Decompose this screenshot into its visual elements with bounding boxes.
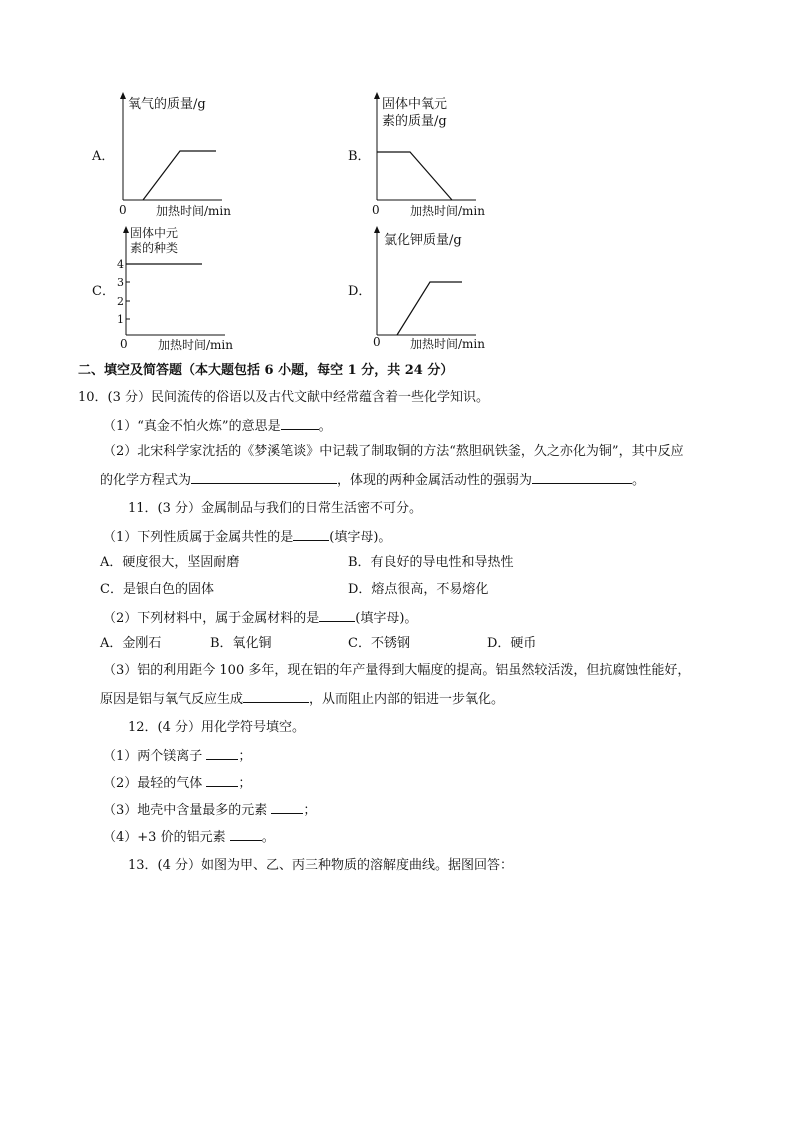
q10-part2-line1: （2）北宋科学家沈括的《梦溪笔谈》中记载了制取铜的方法“熬胆矾铁釜，久之亦化为铜”，其中反应 <box>103 444 684 459</box>
answer-blank[interactable] <box>206 773 238 787</box>
q12-item-end: ； <box>303 803 317 818</box>
q12-item-end: ； <box>238 749 252 764</box>
q11-part2 <box>103 608 417 628</box>
q12-item-text: （1）两个镁离子 <box>103 749 207 764</box>
q11-p1-option-b: B．有良好的导电性和导热性 <box>348 555 514 570</box>
q10-part2-text-c: 。 <box>632 473 646 488</box>
origin-label: 0 <box>372 203 380 217</box>
q10-stem: 10．(3 分）民间流传的俗语以及古代文献中经常蕴含着一些化学知识。 <box>78 390 490 405</box>
x-axis-label: 加热时间/min <box>410 337 485 351</box>
option-a-letter: A． <box>92 149 115 164</box>
q12-item-text: （3）地壳中含量最多的元素 <box>103 803 272 818</box>
y-tick-label: 2 <box>117 295 124 308</box>
answer-blank[interactable] <box>281 416 319 430</box>
y-axis-label: 氯化钾质量/g <box>384 233 462 248</box>
y-axis-label-line1: 固体中氧元 <box>382 97 448 112</box>
activity-blank[interactable] <box>532 470 632 484</box>
origin-label: 0 <box>119 203 127 217</box>
graph-c-element-types <box>110 224 250 352</box>
q11-part3-line1: （3）铝的利用距今 100 多年，现在铝的年产量得到大幅度的提高。铝虽然较活泼，但抗腐蚀性能好， <box>103 663 691 678</box>
q11-p1-option-c: C．是银白色的固体 <box>100 582 214 597</box>
q10-part1 <box>103 416 332 436</box>
curve <box>377 152 452 200</box>
graph-d-kcl-mass <box>364 224 504 352</box>
y-axis-arrow <box>374 92 380 99</box>
answer-blank[interactable] <box>293 527 329 541</box>
y-tick-label: 1 <box>117 313 124 326</box>
q10-part1-text: （1）“真金不怕火炼”的意思是 <box>103 419 281 434</box>
q10-part2-line2 <box>100 470 645 490</box>
curve <box>143 151 216 200</box>
y-axis-arrow <box>120 92 126 99</box>
option-d-letter: D． <box>348 284 372 299</box>
q12-item <box>103 800 316 820</box>
q11-part3-end: ，从而阻止内部的铝进一步氧化。 <box>309 692 505 707</box>
option-b-letter: B． <box>348 149 371 164</box>
q11-p1-option-a: A．硬度很大，坚固耐磨 <box>100 555 240 570</box>
y-axis-label-line2: 素的质量/g <box>382 114 447 129</box>
q11-p2-option-c: C．不锈钢 <box>348 636 410 651</box>
x-axis-label: 加热时间/min <box>156 204 231 218</box>
q11-p2-option-d: D．硬币 <box>487 636 537 651</box>
answer-blank[interactable] <box>271 800 303 814</box>
origin-label: 0 <box>120 337 128 351</box>
q12-item <box>103 827 275 847</box>
option-c-letter: C． <box>92 284 115 299</box>
curve <box>397 282 462 335</box>
q11-part1-end: (填字母)。 <box>329 530 392 545</box>
section-title: 二、填空及简答题（本大题包括 6 小题，每空 1 分，共 24 分） <box>78 363 454 378</box>
y-axis-label-line2: 素的种类 <box>130 241 179 255</box>
q10-part2-text-a: 的化学方程式为 <box>100 473 192 488</box>
answer-blank[interactable] <box>206 746 238 760</box>
q11-p1-option-d: D．熔点很高，不易熔化 <box>348 582 489 597</box>
answer-blank[interactable] <box>243 689 309 703</box>
y-axis-label: 氧气的质量/g <box>128 97 206 112</box>
q11-part3-line2 <box>100 689 504 709</box>
q10-part1-end: 。 <box>318 419 332 434</box>
y-axis-arrow <box>374 226 380 233</box>
q10-part2-text-b: ，体现的两种金属活动性的强弱为 <box>337 473 533 488</box>
q13-stem: 13．(4 分）如图为甲、乙、丙三种物质的溶解度曲线。据图回答： <box>128 858 514 873</box>
q12-item-text: （4）+3 价的铝元素 <box>103 830 230 845</box>
q12-item-end: 。 <box>261 830 275 845</box>
q12-stem: 12．(4 分）用化学符号填空。 <box>128 720 306 735</box>
q11-part2-text: （2）下列材料中，属于金属材料的是 <box>103 611 320 626</box>
q11-part3-text: 原因是铝与氧气反应生成 <box>100 692 244 707</box>
y-tick-label: 4 <box>117 258 124 271</box>
q12-item <box>103 773 251 793</box>
q11-part2-end: (填字母)。 <box>355 611 418 626</box>
q12-item-end: ； <box>238 776 252 791</box>
graph-a-oxygen-mass <box>110 90 250 220</box>
answer-blank[interactable] <box>319 608 355 622</box>
graph-b-solid-oxygen-mass <box>364 90 504 220</box>
q11-stem: 11．(3 分）金属制品与我们的日常生活密不可分。 <box>128 501 423 516</box>
answer-blank[interactable] <box>230 827 262 841</box>
q11-part1-text: （1）下列性质属于金属共性的是 <box>103 530 294 545</box>
q11-p2-option-a: A．金刚石 <box>100 636 162 651</box>
q11-part1 <box>103 527 391 547</box>
y-tick-label: 3 <box>117 276 124 289</box>
x-axis-label: 加热时间/min <box>410 204 485 218</box>
y-axis-arrow <box>123 226 129 233</box>
x-axis-label: 加热时间/min <box>158 338 233 352</box>
y-axis-label-line1: 固体中元 <box>130 226 179 240</box>
origin-label: 0 <box>373 335 381 349</box>
q11-p2-option-b: B．氧化铜 <box>210 636 272 651</box>
equation-blank[interactable] <box>191 470 337 484</box>
q12-item <box>103 746 251 766</box>
q12-item-text: （2）最轻的气体 <box>103 776 207 791</box>
